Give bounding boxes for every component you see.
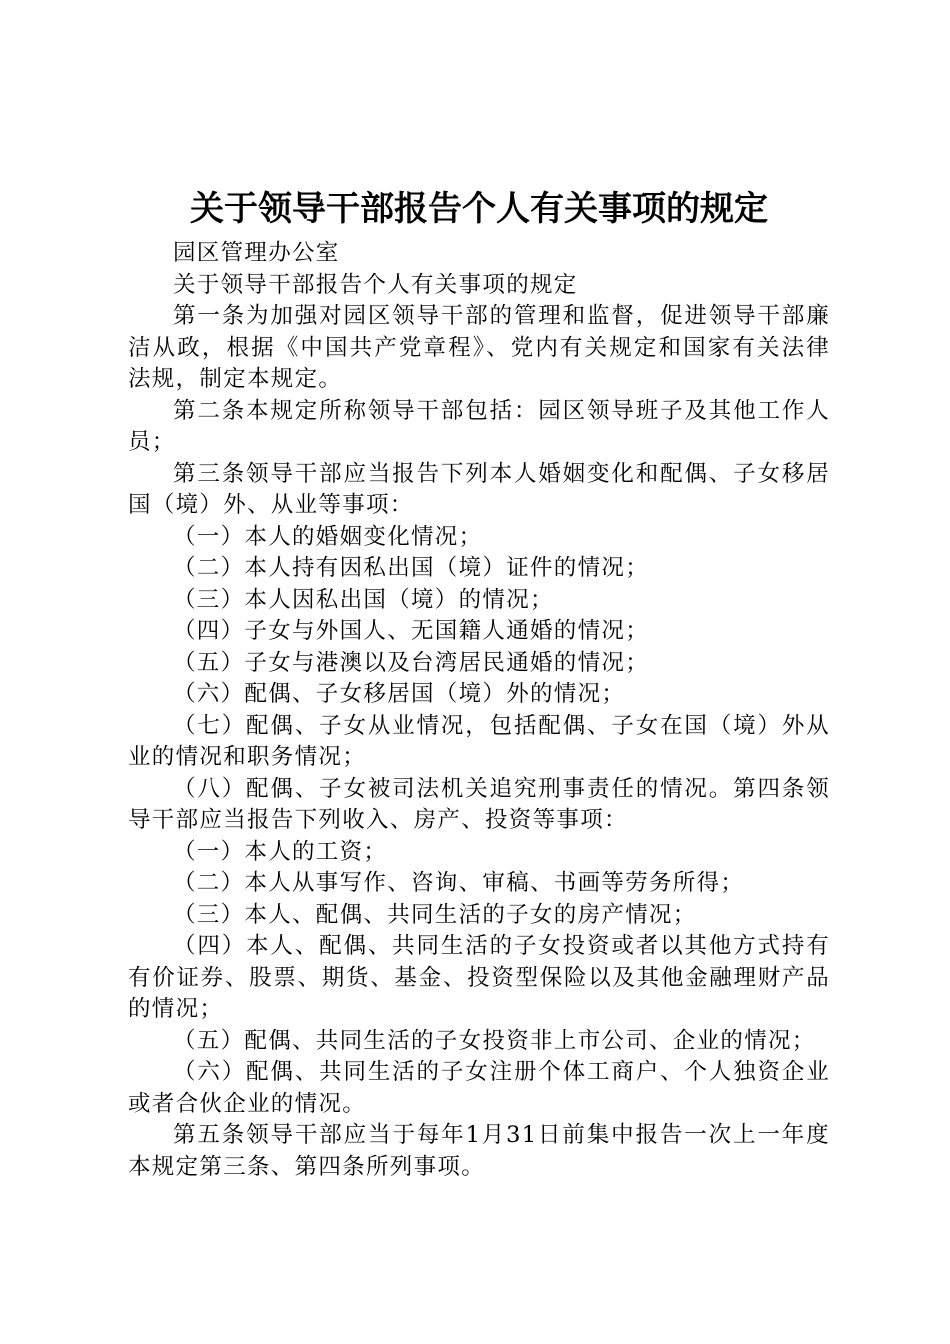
article-3-item-4: （四）子女与外国人、无国籍人通婚的情况；	[173, 618, 650, 644]
article-4-item-6: （六）配偶、共同生活的子女注册个体工商户、个人独资企业或者合伙企业的情况。	[128, 1059, 830, 1117]
article-3-item-8-and-article-4: （八）配偶、子女被司法机关追究刑事责任的情况。第四条领导干部应当报告下列收入、房产、投资等事项：	[128, 775, 830, 833]
subtitle-line: 关于领导干部报告个人有关事项的规定	[173, 271, 578, 298]
article-4-item-3: （三）本人、配偶、共同生活的子女的房产情况；	[173, 901, 697, 928]
article-4-item-2: （二）本人从事写作、咨询、审稿、书画等劳务所得；	[173, 870, 745, 896]
article-3-item-5: （五）子女与港澳以及台湾居民通婚的情况；	[173, 649, 650, 676]
article-3: 第三条领导干部应当报告下列本人婚姻变化和配偶、子女移居国（境）外、从业等事项：	[128, 460, 830, 518]
article-3-item-7: （七）配偶、子女从业情况，包括配偶、子女在国（境）外从业的情况和职务情况；	[128, 712, 830, 770]
document-page	[128, 186, 830, 1183]
article-3-item-2: （二）本人持有因私出国（境）证件的情况；	[173, 555, 650, 581]
article-4-item-5: （五）配偶、共同生活的子女投资非上市公司、企业的情况；	[173, 1027, 816, 1054]
article-3-item-3: （三）本人因私出国（境）的情况；	[173, 586, 554, 613]
issuer-line: 园区管理办公室	[173, 240, 340, 266]
article-3-item-6: （六）配偶、子女移居国（境）外的情况；	[173, 681, 626, 707]
article-3-item-1: （一）本人的婚姻变化情况；	[173, 523, 483, 550]
article-1: 第一条为加强对园区领导干部的管理和监督，促进领导干部廉洁从政，根据《中国共产党章程》、党内有关规定和国家有关法律法规，制定本规定。	[128, 303, 830, 392]
article-5: 第五条领导干部应当于每年1月31日前集中报告一次上一年度本规定第三条、第四条所列事项。	[128, 1122, 830, 1180]
article-2: 第二条本规定所称领导干部包括：园区领导班子及其他工作人员；	[128, 397, 830, 455]
article-4-item-4: （四）本人、配偶、共同生活的子女投资或者以其他方式持有有价证券、股票、期货、基金、投资型保险以及其他金融理财产品的情况；	[128, 933, 830, 1022]
document-title: 关于领导干部报告个人有关事项的规定	[190, 189, 768, 229]
article-4-item-1: （一）本人的工资；	[173, 838, 388, 865]
